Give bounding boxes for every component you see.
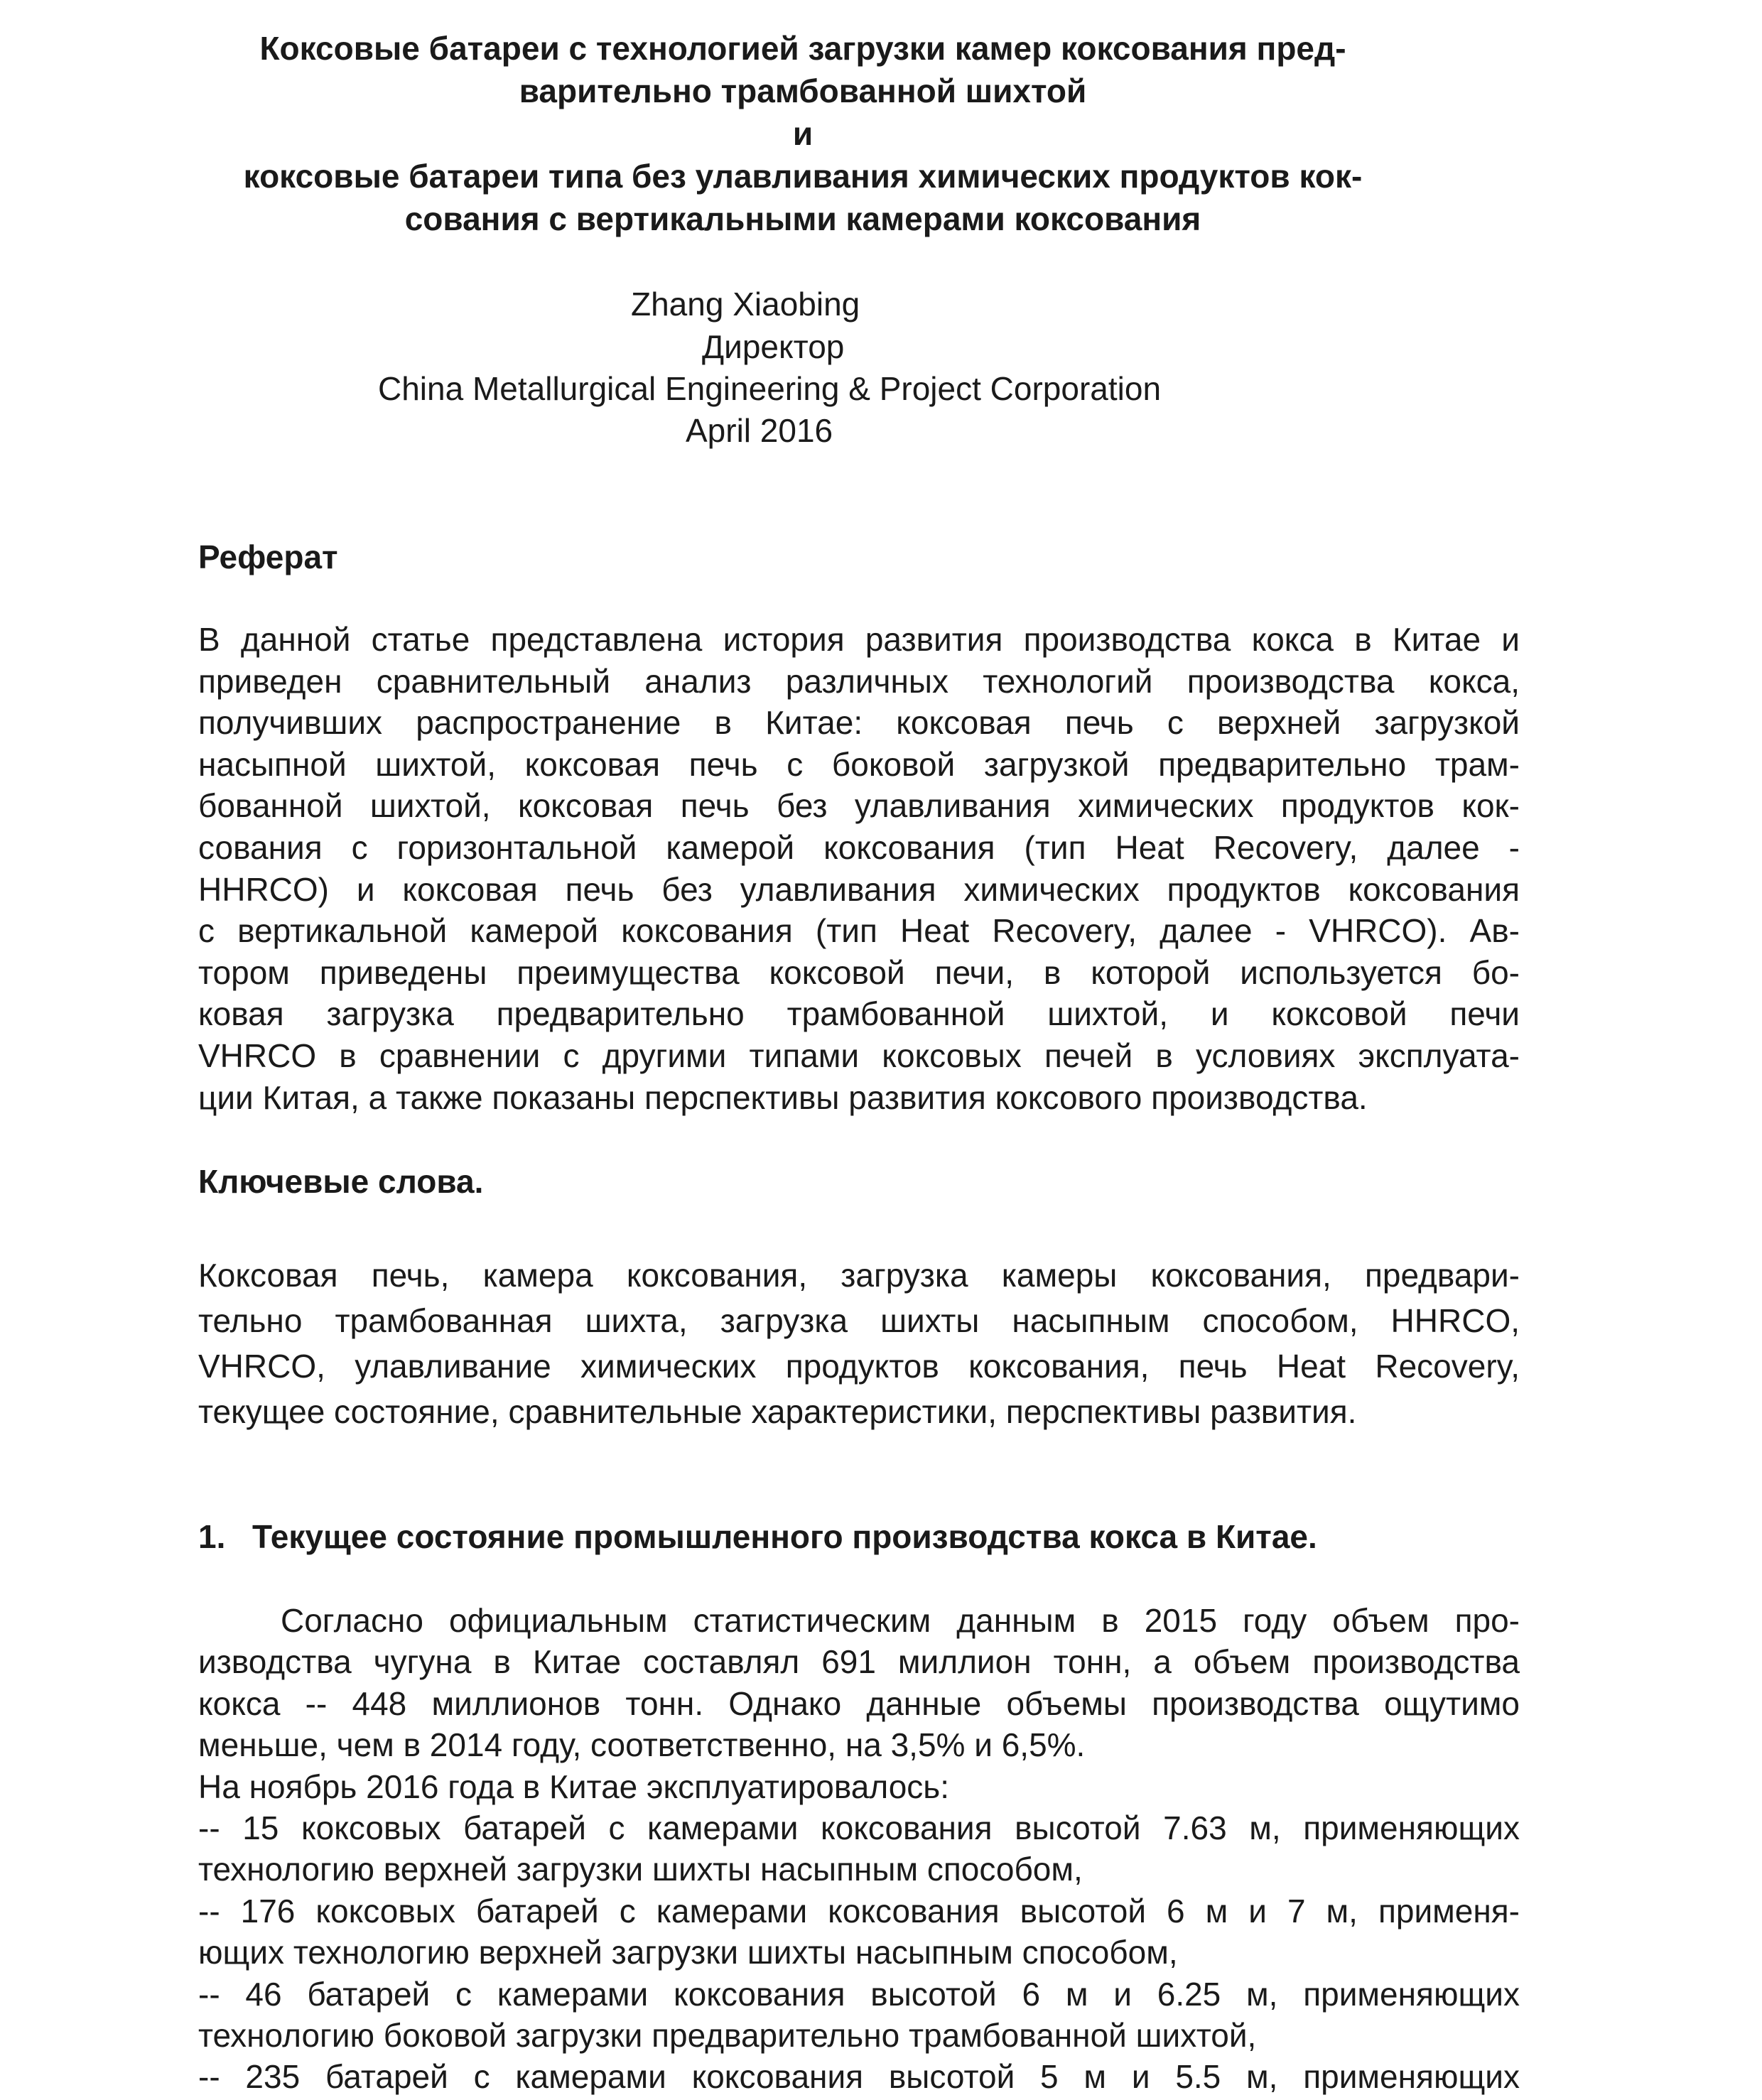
text-line: сования с горизонтальной камерой коксования (тип Heat Recovery, далее - (198, 828, 1520, 866)
text-line: тельно трамбованная шихта, загрузка шихты насыпным способом, HHRCO, (198, 1302, 1520, 1339)
author-position: Директор (702, 328, 845, 365)
text-line: На ноябрь 2016 года в Китае эксплуатировалось: (198, 1768, 950, 1805)
title-line: коксовые батареи типа без улавливания химических продуктов кок- (243, 158, 1363, 195)
list-item-line: ющих технологию верхней загрузки шихты насыпным способом, (198, 1934, 1178, 1971)
text-line: ции Китая, а также показаны перспективы развития коксового производства. (198, 1078, 1368, 1116)
section-title: Текущее состояние промышленного производства кокса в Китае. (252, 1518, 1317, 1555)
section-1 (198, 1517, 1520, 1557)
text-line: ковая загрузка предварительно трамбованной шихтой, и коксовой печи (198, 995, 1520, 1033)
keywords-heading: Ключевые слова. (198, 1163, 484, 1200)
text-line: VHRCO в сравнении с другими типами коксовых печей в условиях эксплуата- (198, 1037, 1520, 1074)
text-line: HHRCO) и коксовая печь без улавливания химических продуктов коксования (198, 870, 1520, 908)
abstract-paragraph (198, 619, 1520, 1118)
title-line: варительно трамбованной шихтой (519, 72, 1087, 109)
text-line: текущее состояние, сравнительные характеристики, перспективы развития. (198, 1393, 1357, 1430)
document-title (142, 27, 1464, 240)
text-line: тором приведены преимущества коксовой печи, в которой используется бо- (198, 953, 1520, 991)
text-line: кокса -- 448 миллионов тонн. Однако данные объемы производства ощутимо (198, 1684, 1520, 1722)
text-line: Коксовая печь, камера коксования, загрузка камеры коксования, предвари- (198, 1257, 1520, 1294)
text-line: изводства чугуна в Китае составлял 691 миллион тонн, а объем производства (198, 1643, 1520, 1681)
list-item-line: -- 235 батарей с камерами коксования высотой 5 м и 5.5 м, применяющих (198, 2058, 1520, 2096)
text-line: VHRCO, улавливание химических продуктов коксования, печь Heat Recovery, (198, 1348, 1520, 1385)
list-item-line: технологию боковой загрузки предварительно трамбованной шихтой, (198, 2017, 1257, 2055)
keywords-paragraph (198, 1252, 1520, 1434)
author-name: Zhang Xiaobing (631, 286, 860, 323)
text-line: приведен сравнительный анализ различных технологий производства кокса, (198, 662, 1520, 700)
title-line: и (792, 115, 814, 152)
text-line: с вертикальной камерой коксования (тип Heat Recovery, далее - VHRCO). Ав- (198, 912, 1520, 950)
text-line: Согласно официальным статистическим данным в 2015 году объем про- (281, 1602, 1520, 1639)
text-line: бованной шихтой, коксовая печь без улавливания химических продуктов кок- (198, 787, 1520, 825)
list-item-line: -- 176 коксовых батарей с камерами коксования высотой 6 м и 7 м, применя- (198, 1892, 1520, 1929)
list-item-line: технологию верхней загрузки шихты насыпным способом, (198, 1851, 1083, 1888)
abstract-section (198, 537, 1520, 577)
document-date: April 2016 (686, 412, 833, 449)
text-line: насыпной шихтой, коксовая печь с боковой загрузкой предварительно трам- (198, 745, 1520, 783)
list-item-line: -- 15 коксовых батарей с камерами коксования высотой 7.63 м, применяющих (198, 1809, 1520, 1847)
section-1-body (198, 1600, 1520, 2098)
keywords-section (198, 1162, 1520, 1201)
text-line: меньше, чем в 2014 году, соответственно, на 3,5% и 6,5%. (198, 1726, 1086, 1764)
abstract-heading: Реферат (198, 538, 338, 575)
list-item-line: -- 46 батарей с камерами коксования высотой 6 м и 6.25 м, применяющих (198, 1975, 1520, 2013)
author-organization: China Metallurgical Engineering & Project Corporation (378, 370, 1162, 407)
text-line: получивших распространение в Китае: коксовая печь с верхней загрузкой (198, 704, 1520, 742)
section-heading (198, 1517, 1520, 1557)
section-number: 1. (198, 1518, 226, 1555)
title-line: сования с вертикальными камерами коксования (404, 200, 1201, 237)
title-line: Коксовые батареи с технологией загрузки камер коксования пред- (259, 30, 1346, 67)
text-line: В данной статье представлена история развития производства кокса в Китае и (198, 621, 1520, 658)
